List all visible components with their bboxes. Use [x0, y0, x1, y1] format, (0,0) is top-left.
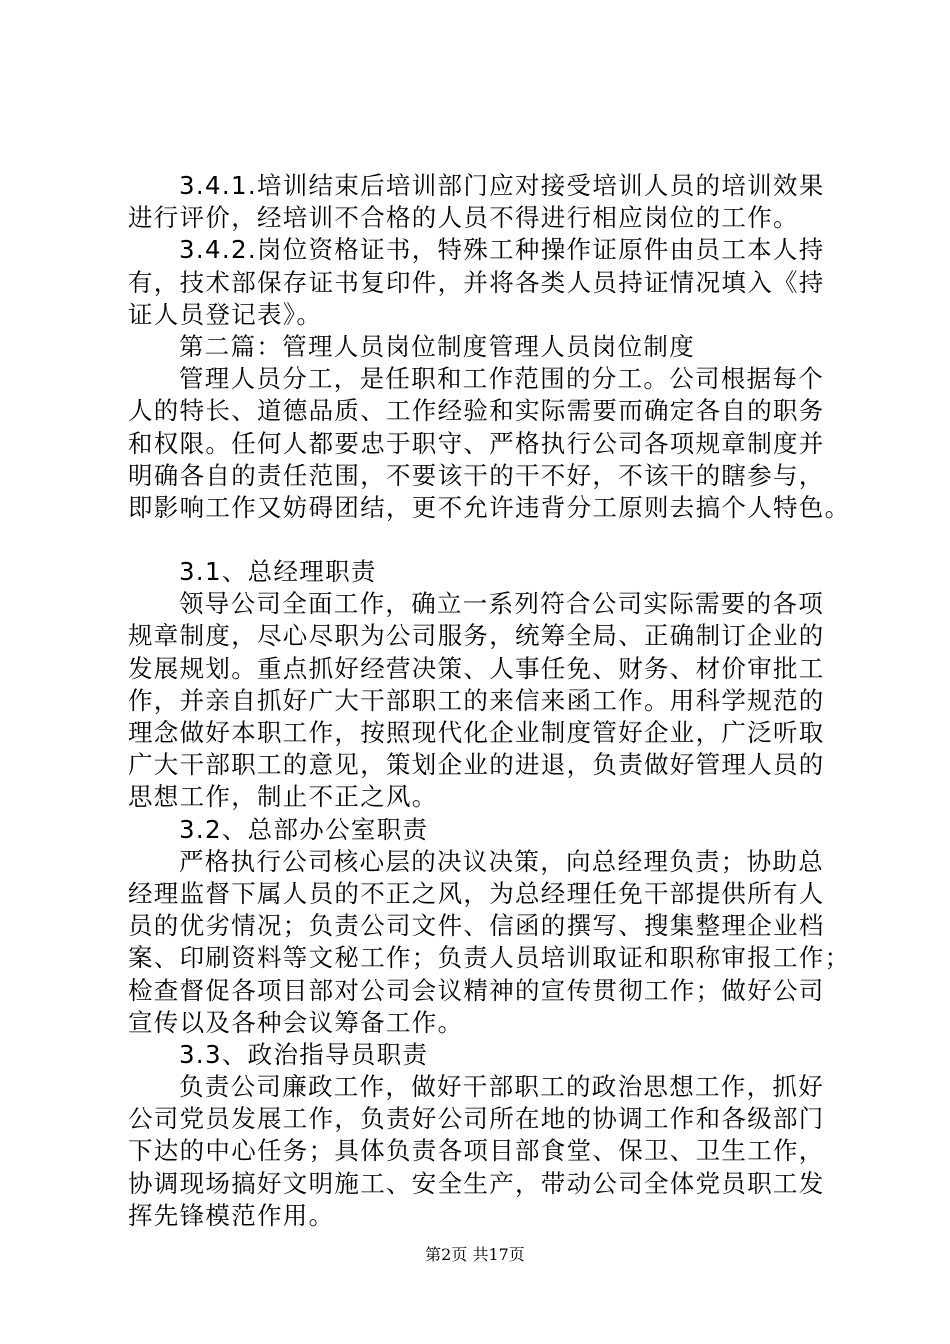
paragraph-line: 员的优劣情况；负责公司文件、信函的撰写、搜集整理企业档 [128, 911, 825, 941]
paragraph-line: 管理人员分工，是任职和工作范围的分工。公司根据每个 [179, 364, 824, 394]
paragraph-line: 宣传以及各种会议筹备工作。 [128, 1007, 464, 1037]
paragraph-line: 和权限。任何人都要忠于职守、严格执行公司各项规章制度并 [128, 428, 825, 458]
paragraph-line: 发展规划。重点抓好经营决策、人事任免、财务、材价审批工 [128, 653, 825, 683]
paragraph-line: 检查督促各项目部对公司会议精神的宣传贯彻工作；做好公司 [128, 975, 825, 1005]
paragraph-line: 作，并亲自抓好广大干部职工的来信来函工作。用科学规范的 [128, 685, 825, 715]
paragraph-line: 思想工作，制止不正之风。 [128, 782, 438, 812]
paragraph-line: 明确各自的责任范围，不要该干的干不好，不该干的瞎参与， [128, 460, 825, 490]
paragraph-line: 经理监督下属人员的不正之风，为总经理任免干部提供所有人 [128, 878, 825, 908]
paragraph-line: 公司党员发展工作，负责好公司所在地的协调工作和各级部门 [128, 1104, 825, 1134]
paragraph-line: 3.4.2.岗位资格证书，特殊工种操作证原件由员工本人持 [179, 235, 825, 265]
section-heading: 3.1、总经理职责 [179, 557, 377, 587]
paragraph-line: 有，技术部保存证书复印件，并将各类人员持证情况填入《持 [128, 267, 825, 297]
paragraph-line: 即影响工作又妨碍团结，更不允许违背分工原则去搞个人特色。 [128, 492, 851, 522]
paragraph-line: 理念做好本职工作，按照现代化企业制度管好企业，广泛听取 [128, 718, 825, 747]
paragraph-line: 规章制度，尽心尽职为公司服务，统筹全局、正确制订企业的 [128, 621, 825, 651]
section-heading: 3.3、政治指导员职责 [179, 1039, 429, 1069]
paragraph-line: 3.4.1.培训结束后培训部门应对接受培训人员的培训效果 [179, 171, 825, 200]
paragraph-line: 负责公司廉政工作，做好干部职工的政治思想工作，抓好 [179, 1072, 824, 1102]
paragraph-line: 进行评价，经培训不合格的人员不得进行相应岗位的工作。 [128, 203, 799, 233]
paragraph-line: 案、印刷资料等文秘工作；负责人员培训取证和职称审报工作； [128, 943, 851, 973]
paragraph-line: 领导公司全面工作，确立一系列符合公司实际需要的各项 [179, 589, 824, 619]
section-heading: 第二篇：管理人员岗位制度管理人员岗位制度 [179, 331, 695, 361]
page-number-footer: 第2页 共17页 [425, 1245, 525, 1264]
paragraph-gap [128, 524, 848, 556]
paragraph-line: 下达的中心任务；具体负责各项目部食堂、保卫、卫生工作， [128, 1136, 825, 1166]
paragraph-line: 协调现场搞好文明施工、安全生产，带动公司全体党员职工发 [128, 1168, 825, 1198]
paragraph-line: 挥先锋模范作用。 [128, 1200, 335, 1230]
paragraph-line: 广大干部职工的意见，策划企业的进退，负责做好管理人员的 [128, 750, 825, 780]
paragraph-line: 证人员登记表》。 [128, 299, 323, 329]
paragraph-line: 人的特长、道德品质、工作经验和实际需要而确定各自的职务 [128, 396, 825, 426]
paragraph-line: 严格执行公司核心层的决议决策，向总经理负责；协助总 [179, 846, 824, 876]
section-heading: 3.2、总部办公室职责 [179, 814, 429, 844]
document-body [128, 170, 851, 1232]
